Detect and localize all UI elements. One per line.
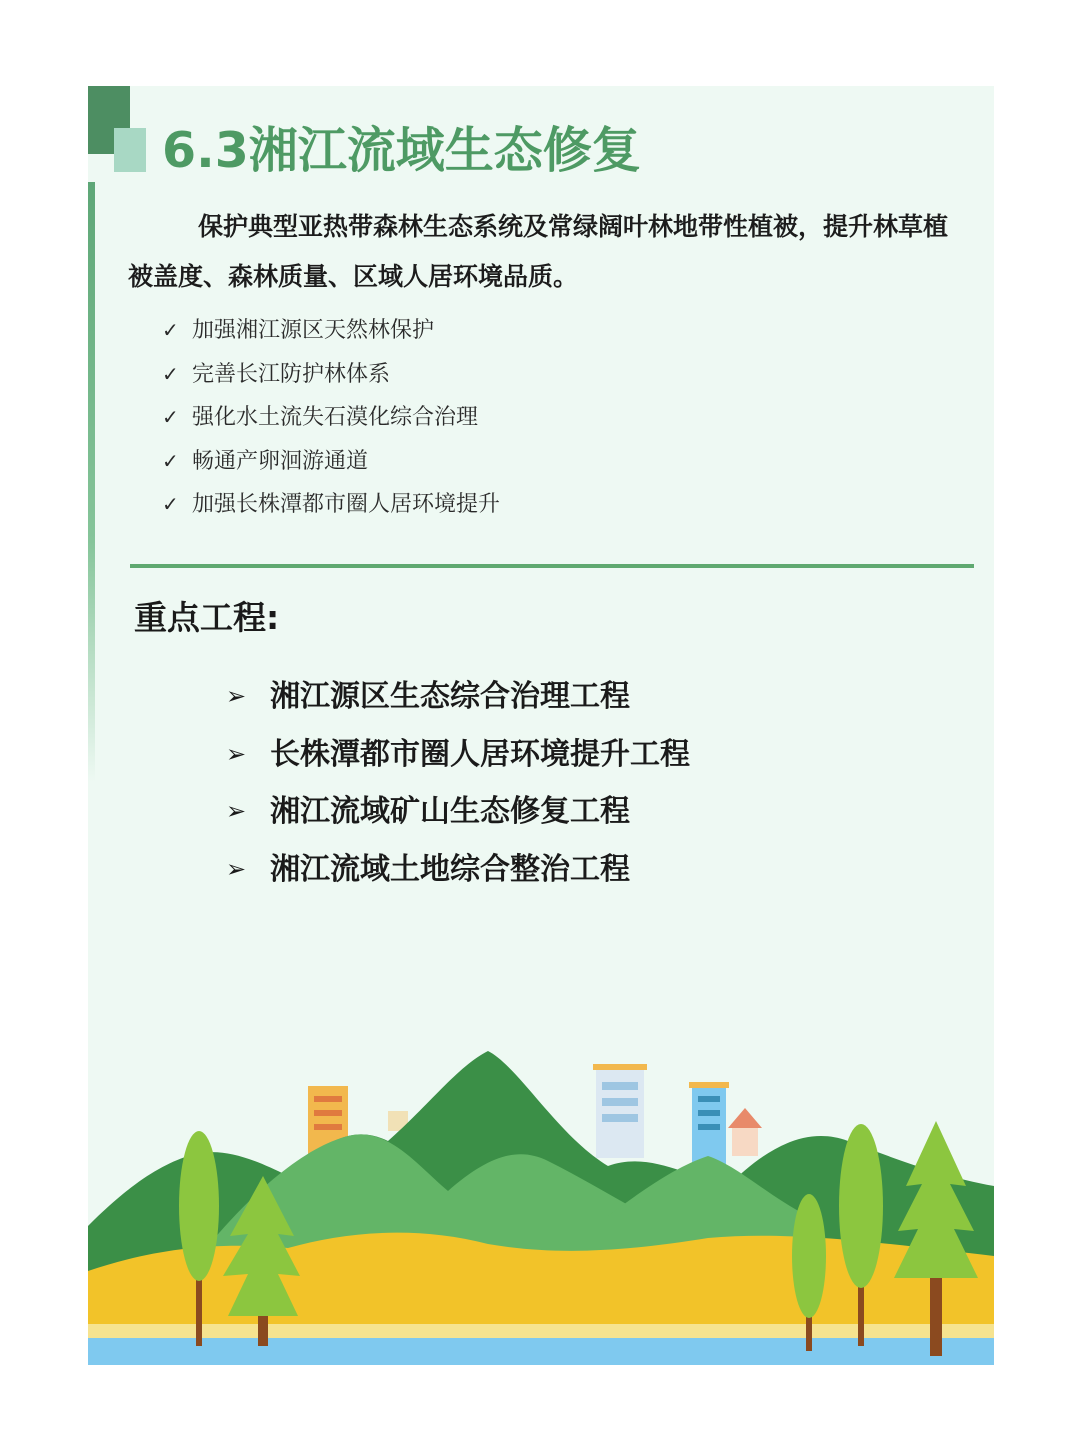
list-item: ➢ 湘江源区生态综合治理工程: [226, 668, 690, 726]
content-card: [88, 86, 994, 1365]
checkmark-icon: ✓: [162, 405, 179, 429]
section-divider: [130, 564, 974, 568]
arrow-bullet-icon: ➢: [226, 682, 247, 710]
arrow-bullet-icon: ➢: [226, 797, 247, 825]
measures-list: [162, 309, 500, 527]
landscape-illustration: [88, 1016, 994, 1365]
checkmark-icon: ✓: [162, 361, 179, 386]
key-projects-list: [226, 668, 690, 898]
corner-decoration-accent: [114, 128, 146, 172]
section-title: 6.3湘江流域生态修复: [162, 122, 641, 179]
list-item: ➢ 湘江流域土地综合整治工程: [226, 841, 690, 899]
list-item: ✓ 完善长江防护林体系: [162, 353, 500, 397]
checkmark-icon: ✓: [162, 448, 179, 473]
list-item: ✓ 加强湘江源区天然林保护: [162, 309, 500, 353]
checkmark-icon: ✓: [162, 318, 179, 342]
intro-paragraph: 保护典型亚热带森林生态系统及常绿阔叶林地带性植被，提升林草植被盖度、森林质量、区域人居环境品质。: [128, 212, 949, 291]
key-projects-heading: 重点工程:: [134, 598, 280, 637]
side-accent-bar: [88, 182, 95, 782]
list-item: ✓ 强化水土流失石漠化综合治理: [162, 396, 500, 440]
checkmark-icon: ✓: [162, 492, 179, 516]
list-item: ✓ 畅通产卵洄游通道: [162, 440, 500, 484]
list-item: ✓ 加强长株潭都市圈人居环境提升: [162, 483, 500, 527]
arrow-bullet-icon: ➢: [226, 854, 247, 883]
list-item: ➢ 湘江流域矿山生态修复工程: [226, 783, 690, 841]
arrow-bullet-icon: ➢: [226, 739, 247, 768]
list-item: ➢ 长株潭都市圈人居环境提升工程: [226, 726, 690, 784]
